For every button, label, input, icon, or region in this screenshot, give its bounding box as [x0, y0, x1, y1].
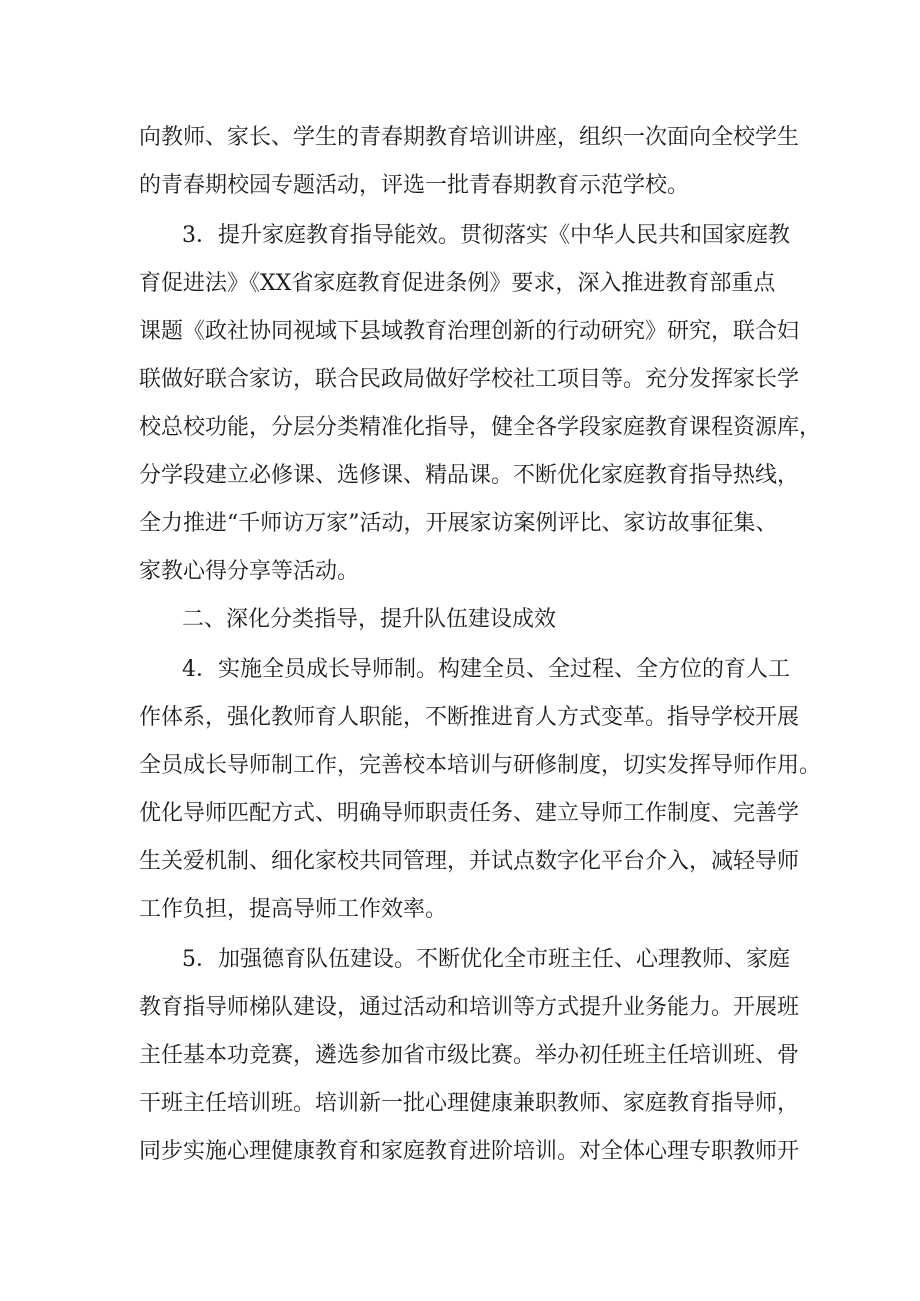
text-line: 的青春期校园专题活动，评选一批青春期教育示范学校。: [139, 173, 690, 198]
text-line: 全力推进“千师访万家”活动，开展家访案例评比、家访故事征集、: [139, 511, 778, 536]
text-line: 家教心得分享等活动。: [139, 559, 360, 584]
text-line: 校总校功能，分层分类精准化指导，健全各学段家庭教育课程资源库，: [139, 415, 822, 440]
text-line: 全员成长导师制工作，完善校本培训与研修制度，切实发挥导师作用。: [139, 753, 822, 778]
text-line: 优化导师匹配方式、明确导师职责任务、建立导师工作制度、完善学: [139, 801, 800, 826]
text-line: 生关爱机制、细化家校共同管理，并试点数字化平台介入，减轻导师: [139, 849, 800, 874]
text-line: 作体系，强化教师育人职能，不断推进育人方式变革。指导学校开展: [139, 705, 800, 730]
text-line: 主任基本功竞赛，遴选参加省市级比赛。举办初任班主任培训班、骨: [139, 1043, 800, 1068]
text-line: 分学段建立必修课、选修课、精品课。不断优化家庭教育指导热线，: [139, 463, 800, 488]
text-line: 工作负担，提高导师工作效率。: [139, 897, 448, 922]
paragraph-5-heading-line: 5．加强德育队伍建设。不断优化全市班主任、心理教师、家庭: [182, 947, 790, 972]
text-line: 向教师、家长、学生的青春期教育培训讲座，组织一次面向全校学生: [139, 125, 800, 150]
text-line: 干班主任培训班。培训新一批心理健康兼职教师、家庭教育指导师，: [139, 1091, 800, 1116]
paragraph-3-heading-line: 3．提升家庭教育指导能效。贯彻落实《中华人民共和国家庭教: [182, 223, 790, 248]
text-line: 课题《政社协同视域下县域教育治理创新的行动研究》研究，联合妇: [139, 319, 800, 344]
text-line: 联做好联合家访，联合民政局做好学校社工项目等。充分发挥家长学: [139, 367, 800, 392]
text-line: 育促进法》《XX省家庭教育促进条例》要求，深入推进教育部重点: [139, 271, 776, 296]
section-heading: 二、深化分类指导，提升队伍建设成效: [182, 607, 557, 632]
paragraph-4-heading-line: 4．实施全员成长导师制。构建全员、全过程、全方位的育人工: [182, 657, 790, 682]
text-line: 教育指导师梯队建设，通过活动和培训等方式提升业务能力。开展班: [139, 995, 800, 1020]
text-line: 同步实施心理健康教育和家庭教育进阶培训。对全体心理专职教师开: [139, 1139, 800, 1164]
